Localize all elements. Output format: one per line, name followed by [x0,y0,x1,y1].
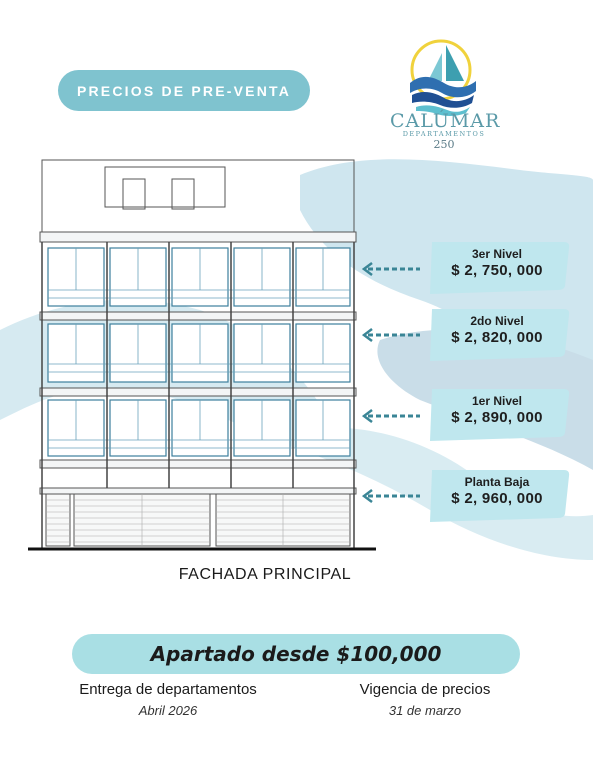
price-value: $ 2, 820, 000 [451,329,543,346]
price-card-3er-nivel [424,242,570,294]
price-validity-date: 31 de marzo [388,703,462,718]
facade-title: FACHADA PRINCIPAL [178,566,352,583]
logo-name: CALÚMAR [390,110,501,132]
delivery-date: Abril 2026 [138,703,198,718]
price-level-label: 3er Nivel [471,247,523,261]
arrow-left-icon [362,409,422,423]
price-value: $ 2, 960, 000 [451,490,543,507]
price-value: $ 2, 890, 000 [451,409,543,426]
logo-subtitle: DEPARTAMENTOS [402,130,486,138]
arrow-left-icon [362,328,422,342]
price-level-label: 2do Nivel [470,314,524,328]
price-validity-heading: Vigencia de precios [359,681,491,698]
price-level-label: 1er Nivel [471,394,523,408]
arrow-left-icon [362,489,422,503]
price-card-1er-nivel [424,389,570,441]
arrow-left-icon [362,262,422,276]
pre-sale-prices-badge: PRECIOS DE PRE-VENTA [58,70,310,111]
price-card-planta-baja [424,470,570,522]
logo-number: 250 [433,138,455,151]
price-card-2do-nivel [424,309,570,361]
delivery-heading: Entrega de departamentos [79,681,257,698]
deposit-banner: Apartado desde $100,000 [72,634,520,674]
price-value: $ 2, 750, 000 [451,262,543,279]
price-level-label: Planta Baja [464,475,530,489]
